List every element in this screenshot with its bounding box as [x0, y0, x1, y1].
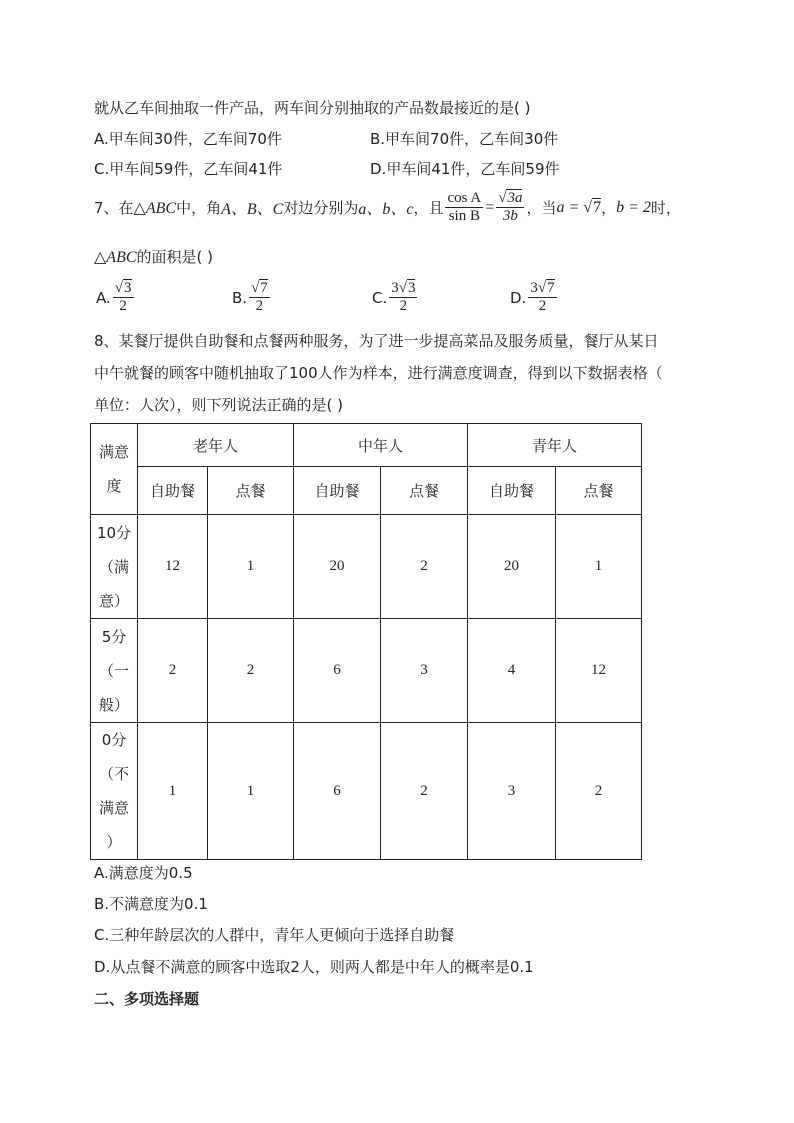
q7-mid1: 中，角 [176, 199, 222, 218]
q6-option-c: C.甲车间59件，乙车间41件 [94, 160, 283, 178]
corner-cell [91, 424, 138, 515]
q7-mid3: ，且 [413, 199, 444, 218]
q7-rhs-num: 3a [507, 190, 523, 206]
group-header-middle-aged: 中年人 [294, 424, 468, 467]
sqrt-icon: √ [398, 280, 407, 296]
q7-opt-rad: 7 [260, 280, 268, 296]
q7-frac-num: cos A [445, 190, 483, 208]
table-cell: 2 [138, 619, 208, 723]
q7-opt-coef: 3 [530, 280, 538, 296]
q7-opt-rad: 3 [124, 280, 132, 296]
table-row [91, 723, 642, 860]
row-label: （一 [98, 661, 129, 680]
q7-b-eq: b = 2 [616, 198, 651, 216]
table-cell: 1 [208, 515, 294, 619]
q8-line3: 单位：人次），则下列说法正确的是( ) [94, 396, 343, 414]
q7-option-d [510, 280, 559, 316]
table-cell: 1 [556, 515, 642, 619]
q7-line2-triangle: △ABC [94, 249, 137, 266]
q8-option-a: A.满意度为0.5 [94, 864, 193, 882]
q7-comma: ， [601, 199, 617, 218]
q7-rhs-den: 3b [502, 208, 518, 225]
row-label: 0分 [101, 731, 127, 749]
row-label: ） [106, 833, 122, 851]
q7-a-val: 7 [593, 198, 602, 216]
q7-mid2: 对边分别为 [283, 199, 359, 218]
group-header-elderly: 老年人 [138, 424, 294, 467]
table-cell: 4 [468, 619, 556, 723]
row-label: 般） [98, 695, 129, 714]
row-label: （满 [98, 557, 129, 576]
q7-line2 [94, 246, 213, 267]
q7-prefix: 7、在 [94, 199, 134, 218]
table-cell: 12 [556, 619, 642, 723]
q7-option-b [232, 280, 272, 316]
q7-opt-label: B. [232, 288, 248, 307]
q8-line1: 8、某餐厅提供自助餐和点餐两种服务，为了进一步提高菜品及服务质量，餐厅从某日 [94, 332, 659, 350]
sqrt-icon: √ [498, 190, 507, 206]
row-label: （不 [98, 765, 129, 783]
subheader-cell: 自助餐 [468, 467, 556, 515]
subheader-cell: 点餐 [556, 467, 642, 515]
q8-option-b: B.不满意度为0.1 [94, 895, 208, 913]
group-header-young: 青年人 [468, 424, 642, 467]
row-label: 意） [98, 591, 129, 610]
q7-when: ，当 [526, 199, 557, 218]
row-label-cell [91, 619, 138, 723]
q7-opt-den: 2 [399, 298, 408, 315]
q7-opt-rad: 3 [407, 280, 416, 296]
q7-opt-den: 2 [255, 298, 264, 315]
subheader-cell: 自助餐 [294, 467, 381, 515]
q7-frac-den: sin B [448, 208, 480, 225]
table-cell: 6 [294, 619, 381, 723]
table-cell: 2 [208, 619, 294, 723]
sqrt-icon: √ [583, 198, 593, 216]
q7-opt-label: A. [96, 288, 111, 307]
q7-opt-den: 2 [119, 298, 127, 315]
table-cell: 3 [381, 619, 468, 723]
subheader-cell: 点餐 [208, 467, 294, 515]
table-row [91, 515, 642, 619]
table-cell: 2 [381, 723, 468, 860]
q6-option-a: A.甲车间30件，乙车间70件 [94, 130, 282, 148]
table-subheader-row [91, 467, 642, 515]
q8-option-d: D.从点餐不满意的顾客中选取2人，则两人都是中年人的概率是0.1 [94, 958, 534, 976]
sqrt-icon: √ [251, 280, 260, 296]
q7-opt-label: C. [372, 288, 388, 307]
q6-option-d: D.甲车间41件，乙车间59件 [370, 160, 560, 178]
q7-rhs-fraction [496, 190, 524, 226]
q7-time: 时， [650, 199, 681, 218]
table-cell: 2 [556, 723, 642, 860]
table-cell: 3 [468, 723, 556, 860]
row-label: 5分 [101, 627, 127, 646]
row-label-cell [91, 515, 138, 619]
table-cell: 1 [208, 723, 294, 860]
q7-triangle: △ABC [133, 199, 177, 217]
q7-opt-label: D. [510, 288, 527, 307]
table-cell: 12 [138, 515, 208, 619]
q7-question [94, 190, 681, 226]
corner-label: 满意 [98, 443, 129, 461]
q7-ratio-fraction [445, 190, 483, 226]
row-label: 10分 [96, 523, 132, 542]
table-cell: 20 [468, 515, 556, 619]
table-cell: 6 [294, 723, 381, 860]
q7-a-eq: a = [556, 198, 580, 216]
q7-option-a [96, 280, 136, 316]
satisfaction-table [90, 423, 642, 860]
q7-angles: A、B、C [221, 201, 284, 219]
q8-option-c: C.三种年龄层次的人群中，青年人更倾向于选择自助餐 [94, 926, 455, 944]
q8-line2: 中午就餐的顾客中随机抽取了100人作为样本，进行满意度调查，得到以下数据表格（ [94, 364, 663, 382]
q7-opt-den: 2 [538, 298, 547, 315]
sqrt-icon: √ [114, 280, 123, 296]
table-cell: 2 [381, 515, 468, 619]
subheader-cell: 自助餐 [138, 467, 208, 515]
q6-option-b: B.甲车间70件，乙车间30件 [370, 130, 559, 148]
row-label: 满意 [98, 799, 129, 817]
table-cell: 1 [138, 723, 208, 860]
section-title: 二、多项选择题 [94, 990, 200, 1008]
table-header-row [91, 424, 642, 467]
q7-equals: = [485, 198, 495, 216]
q7-opt-coef: 3 [391, 280, 399, 296]
q7-line2-rest: 的面积是( ) [136, 248, 214, 266]
row-label-cell [91, 723, 138, 860]
sqrt-icon: √ [537, 280, 547, 296]
q6-tail-text: 就从乙车间抽取一件产品，两车间分别抽取的产品数最接近的是( ) [94, 99, 531, 117]
corner-label: 度 [106, 477, 122, 495]
table-row [91, 619, 642, 723]
table-cell: 20 [294, 515, 381, 619]
q7-sides: a、b、c [358, 201, 414, 219]
subheader-cell: 点餐 [381, 467, 468, 515]
q7-opt-rad: 7 [547, 280, 555, 296]
q7-option-c [372, 280, 419, 316]
